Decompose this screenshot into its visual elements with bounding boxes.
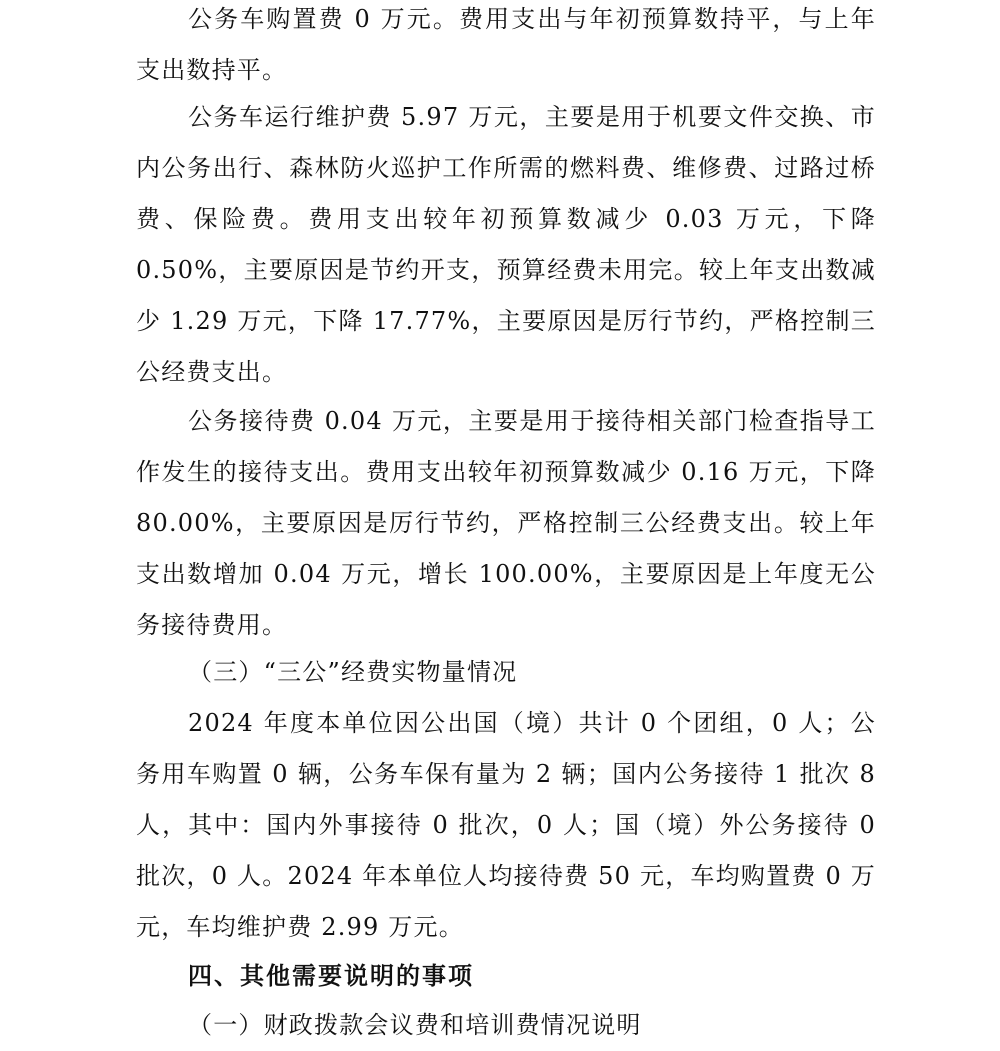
heading-section-three-sub: （三）“三公”经费实物量情况 [188,658,518,686]
heading-section-four-sub-one: （一）财政拨款会议费和培训费情况说明 [188,1011,642,1039]
heading-section-four: 四、其他需要说明的事项 [188,962,474,990]
paragraph-vehicle-maintenance: 公务车运行维护费 5.97 万元，主要是用于机要文件交换、市内公务出行、森林防火巡护工作所需的燃料费、维修费、过路过桥费、保险费。费用支出较年初预算数减少 0.03 万元，下降 0.50%，主要原因是节约开支，预算经费未用完。较上年支出数减少 1.29 万元，下降 17.77%，主要原因是厉行节约，严格控制三公经费支出。 [136,103,876,386]
paragraph-physical-quantities: 2024 年度本单位因公出国（境）共计 0 个团组，0 人；公务用车购置 0 辆，公务车保有量为 2 辆；国内公务接待 1 批次 8 人，其中：国内外事接待 0 批次，0 人；国（境）外公务接待 0 批次，0 人。2024 年本单位人均接待费 50 元，车均购置费 0 万元，车均维护费 2.99 万元。 [136,709,876,941]
paragraph-reception-expense: 公务接待费 0.04 万元，主要是用于接待相关部门检查指导工作发生的接待支出。费用支出较年初预算数减少 0.16 万元，下降 80.00%，主要原因是厉行节约，严格控制三公经费支出。较上年支出数增加 0.04 万元，增长 100.00%，主要原因是上年度无公务接待费用。 [136,407,876,639]
paragraph-vehicle-purchase: 公务车购置费 0 万元。费用支出与年初预算数持平，与上年支出数持平。 [136,5,876,84]
